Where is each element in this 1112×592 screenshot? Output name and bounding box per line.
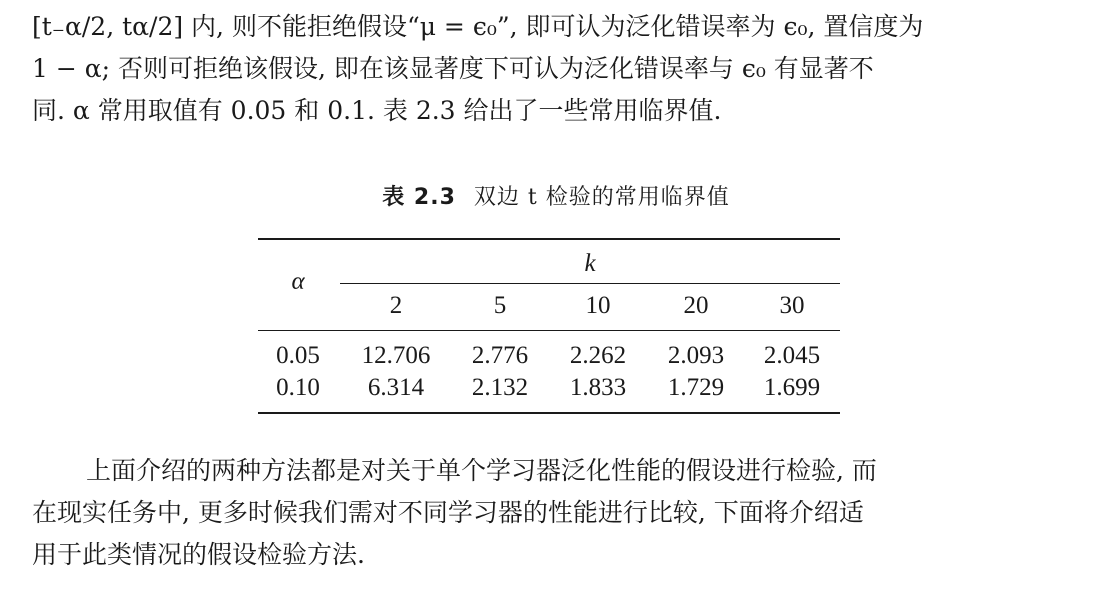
table-cell: 2.132 bbox=[471, 374, 529, 401]
followup-paragraph bbox=[32, 450, 1092, 576]
table-cell: 2.776 bbox=[471, 342, 529, 369]
table-top-rule bbox=[258, 238, 840, 240]
table-caption bbox=[0, 180, 1112, 211]
table-bottom-rule bbox=[258, 412, 840, 414]
paragraph-line: 同. α 常用取值有 0.05 和 0.1. 表 2.3 给出了一些常用临界值. bbox=[32, 96, 722, 125]
table-cell: 2.262 bbox=[569, 342, 627, 369]
table-cell: 1.833 bbox=[569, 374, 627, 401]
alpha-value: 0.10 bbox=[276, 374, 320, 401]
column-header: 2 bbox=[389, 292, 403, 319]
table-cell: 12.706 bbox=[361, 342, 431, 369]
table-cell: 2.045 bbox=[763, 342, 821, 369]
table-cell: 1.729 bbox=[667, 374, 725, 401]
intro-paragraph bbox=[32, 6, 1092, 132]
column-header: 20 bbox=[683, 292, 709, 319]
table-cell: 6.314 bbox=[367, 374, 425, 401]
paragraph-line: 上面介绍的两种方法都是对关于单个学习器泛化性能的假设进行检验, 而 bbox=[86, 456, 877, 485]
k-header: k bbox=[584, 250, 596, 277]
table-mid-rule bbox=[258, 330, 840, 331]
paragraph-line: [t₋α/2, tα/2] 内, 则不能拒绝假设“μ = ϵ₀”, 即可认为泛化错误率为 ϵ₀, 置信度为 bbox=[32, 12, 924, 41]
table-caption-label: 表 2.3 bbox=[382, 185, 456, 210]
alpha-value: 0.05 bbox=[276, 342, 320, 369]
column-header: 10 bbox=[585, 292, 611, 319]
paragraph-line: 在现实任务中, 更多时候我们需对不同学习器的性能进行比较, 下面将介绍适 bbox=[32, 498, 864, 527]
paragraph-line: 用于此类情况的假设检验方法. bbox=[32, 540, 365, 569]
column-header: 30 bbox=[779, 292, 805, 319]
table-caption-text: 双边 t 检验的常用临界值 bbox=[473, 185, 730, 210]
alpha-header: α bbox=[291, 268, 305, 295]
table-cell: 1.699 bbox=[763, 374, 821, 401]
column-header: 5 bbox=[493, 292, 507, 319]
k-header-rule bbox=[340, 283, 840, 284]
paragraph-line: 1 − α; 否则可拒绝该假设, 即在该显著度下可认为泛化错误率与 ϵ₀ 有显著不 bbox=[32, 54, 874, 83]
table-cell: 2.093 bbox=[667, 342, 725, 369]
